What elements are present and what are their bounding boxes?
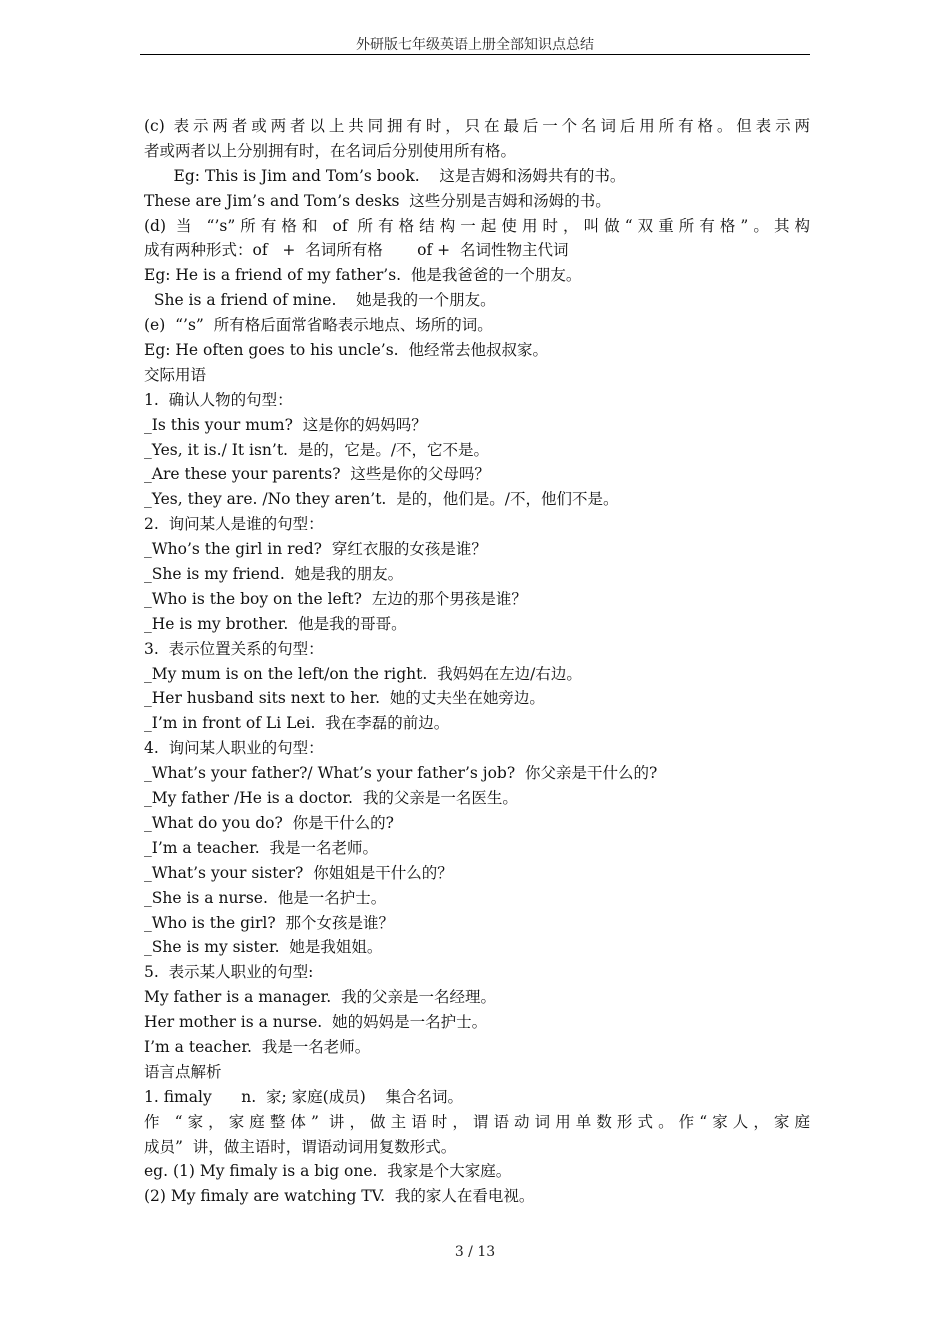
text-line: Eg: This is Jim and Tom’s book. 这是吉姆和汤姆共有的书。: [144, 166, 626, 185]
text-line: _Who is the girl? 那个女孩是谁？: [144, 913, 394, 932]
text-line: (e) “’s” 所有格后面常省略表示地点、场所的词。: [144, 316, 493, 335]
text-line: _Are these your parents? 这些是你的父母吗？: [144, 465, 490, 484]
text-line: _Yes, they are. /No they aren’t. 是的，他们是。/不，他们不是。: [144, 490, 619, 509]
text-line: _Who’s the girl in red? 穿红衣服的女孩是谁？: [144, 540, 487, 559]
text-line: These are Jim’s and Tom’s desks 这些分别是吉姆和汤姆的书。: [144, 191, 611, 210]
text-line: Her mother is a nurse. 她的妈妈是一名护士。: [144, 1013, 488, 1032]
text-line: 者或两者以上分别拥有时，在名词后分别使用所有格。: [144, 141, 517, 160]
text-line: _Yes, it is./ It isn’t. 是的，它是。/不，它不是。: [144, 440, 490, 459]
text-line: _Who is the boy on the left? 左边的那个男孩是谁？: [144, 589, 527, 608]
text-line: _Is this your mum? 这是你的妈妈吗？: [144, 415, 427, 434]
text-line: _Her husband sits next to her. 她的丈夫坐在她旁边。: [144, 689, 545, 708]
text-line: 5. 表示某人职业的句型:: [144, 963, 314, 982]
text-line: 1. fimaly n. 家; 家庭(成员) 集合名词。: [144, 1087, 463, 1106]
header-rule: [140, 54, 810, 55]
text-line: 2. 询问某人是谁的句型：: [144, 515, 324, 534]
text-line: _I’m a teacher. 我是一名老师。: [144, 838, 379, 857]
text-line: 语言点解析: [144, 1062, 222, 1081]
text-line: (d) 当 “’s”所有格和 of 所有格结构一起使用时，叫做“双重所有格”。其构: [144, 216, 810, 235]
text-line: 3. 表示位置关系的句型：: [144, 639, 324, 658]
text-line: 作 “家，家庭整体” 讲，做主语时，谓语动词用单数形式。作“家人，家庭: [144, 1112, 810, 1131]
text-line: 成有两种形式：of + 名词所有格 of + 名词性物主代词: [144, 241, 569, 260]
text-line: (c) 表示两者或两者以上共同拥有时，只在最后一个名词后用所有格。但表示两: [144, 117, 810, 135]
document-body: [144, 114, 810, 1209]
text-line: _My mum is on the left/on the right. 我妈妈在左边/右边。: [144, 664, 582, 683]
text-line: I’m a teacher. 我是一名老师。: [144, 1037, 371, 1056]
text-line: 1. 确认人物的句型：: [144, 390, 293, 409]
text-line: 交际用语: [144, 365, 207, 384]
text-line: eg. (1) My fimaly is a big one. 我家是个大家庭。: [144, 1162, 512, 1181]
text-line: 4. 询问某人职业的句型：: [144, 739, 324, 758]
page-header: 外研版七年级英语上册全部知识点总结: [356, 37, 594, 53]
text-line: _What do you do? 你是干什么的?: [144, 813, 394, 832]
text-line: Eg: He is a friend of my father’s. 他是我爸爸的一个朋友。: [144, 266, 582, 285]
text-line: _He is my brother. 他是我的哥哥。: [144, 614, 407, 633]
text-line: Eg: He often goes to his uncle’s. 他经常去他叔叔家。: [144, 341, 548, 360]
text-line: 成员” 讲，做主语时，谓语动词用复数形式。: [144, 1137, 457, 1156]
text-line: _I’m in front of Li Lei. 我在李磊的前边。: [144, 714, 450, 733]
text-line: (2) My fimaly are watching TV. 我的家人在看电视。: [144, 1187, 535, 1206]
text-line: She is a friend of mine. 她是我的一个朋友。: [144, 291, 496, 310]
text-line: _She is my friend. 她是我的朋友。: [144, 565, 404, 584]
text-line: _She is a nurse. 他是一名护士。: [144, 888, 387, 907]
text-line: _She is my sister. 她是我姐姐。: [144, 938, 383, 957]
text-line: _My father /He is a doctor. 我的父亲是一名医生。: [144, 789, 518, 808]
text-line: _What’s your sister? 你姐姐是干什么的？: [144, 863, 453, 882]
text-line: My father is a manager. 我的父亲是一名经理。: [144, 988, 497, 1007]
text-line: _What’s your father?/ What’s your father’s job? 你父亲是干什么的?: [144, 764, 658, 783]
page-number: 3 / 13: [454, 1244, 496, 1260]
